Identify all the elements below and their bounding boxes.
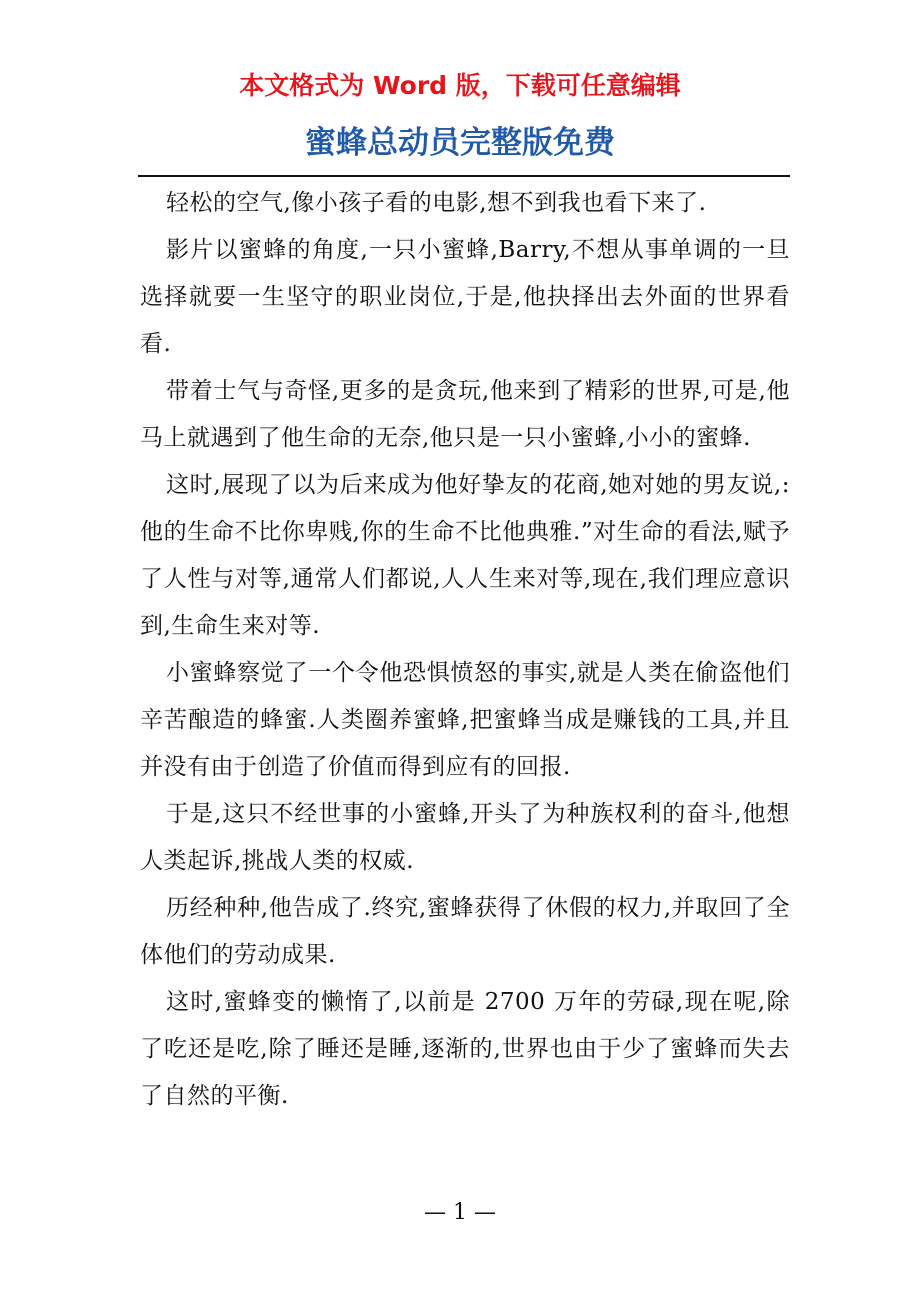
paragraph-5: 小蜜蜂察觉了一个令他恐惧愤怒的事实,就是人类在偷盗他们辛苦酿造的蜂蜜.人类圈养蜜蜂,把蜜蜂当成是赚钱的工具,并且并没有由于创造了价值而得到应有的回报. (140, 660, 790, 780)
paragraph-2: 影片以蜜蜂的角度,一只小蜜蜂,Barry,不想从事单调的一旦选择就要一生坚守的职业岗位,于是,他抉择出去外面的世界看看. (140, 237, 790, 357)
document-title: 蜜蜂总动员完整版免费 (305, 125, 615, 161)
format-notice: 本文格式为 Word 版，下载可任意编辑 (239, 71, 681, 100)
paragraph-8: 这时,蜜蜂变的懒惰了,以前是 2700 万年的劳碌,现在呢,除了吃还是吃,除了睡还是睡,逐渐的,世界也由于少了蜜蜂而失去了自然的平衡. (140, 989, 790, 1109)
paragraph-7: 历经种种,他告成了.终究,蜜蜂获得了休假的权力,并取回了全体他们的劳动成果. (140, 895, 790, 968)
page-number: — 1 — (424, 1200, 496, 1225)
document-body (140, 180, 790, 1120)
paragraph-4: 这时,展现了以为后来成为他好挚友的花商,她对她的男友说,:他的生命不比你卑贱,你的生命不比他典雅.”对生命的看法,赋予了人性与对等,通常人们都说,人人生来对等,现在,我们理应意识到,生命生来对等. (140, 472, 790, 639)
paragraph-6: 于是,这只不经世事的小蜜蜂,开头了为种族权利的奋斗,他想人类起诉,挑战人类的权威. (140, 801, 790, 874)
title-divider (138, 175, 790, 177)
paragraph-3: 带着士气与奇怪,更多的是贪玩,他来到了精彩的世界,可是,他马上就遇到了他生命的无奈,他只是一只小蜜蜂,小小的蜜蜂. (140, 378, 790, 451)
paragraph-1: 轻松的空气,像小孩子看的电影,想不到我也看下来了. (166, 190, 707, 216)
